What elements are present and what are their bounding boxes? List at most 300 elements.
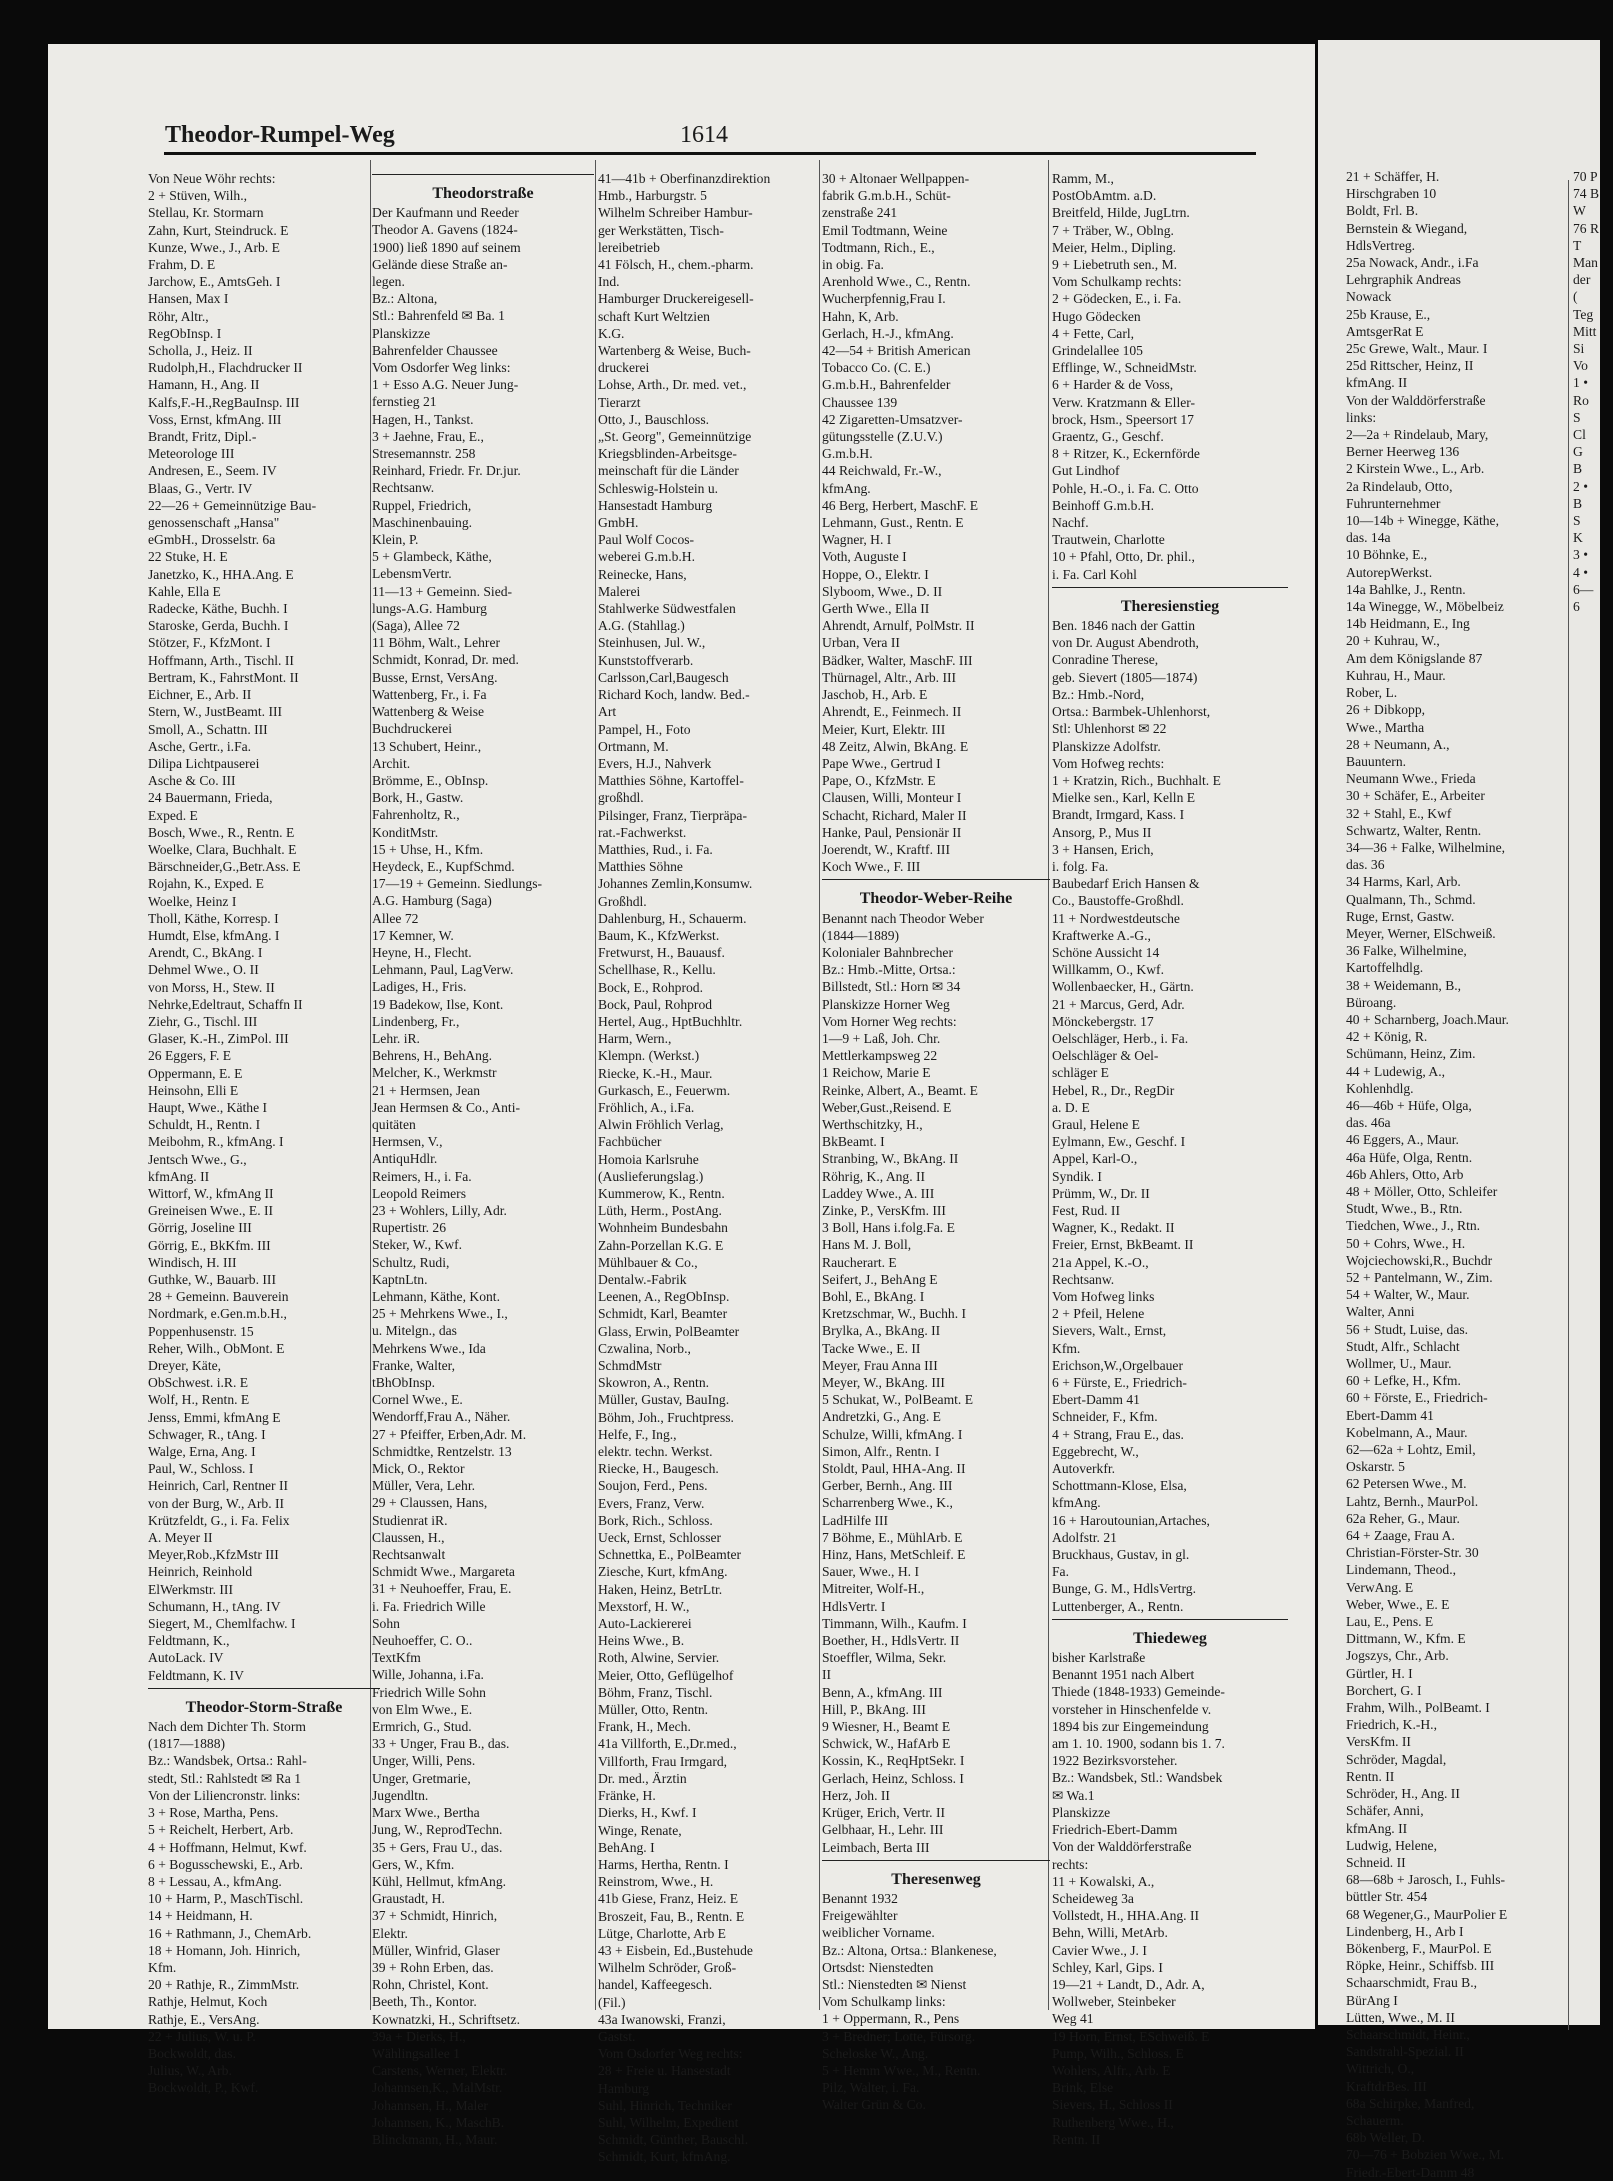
directory-entry: Reimers, H., i. Fa. [372,1168,472,1184]
directory-entry: Wucherpfennig,Frau I. [822,291,946,307]
directory-entry: Vollstedt, H., HHA.Ang. II [1052,1908,1200,1924]
directory-entry: Neuhoeffer, C. O.. [372,1633,473,1649]
directory-entry: Krüger, Erich, Vertr. II [822,1805,946,1821]
directory-entry: Dilipa Lichtpauserei [148,755,260,771]
directory-entry: von Morss, H., Stew. II [148,979,275,995]
directory-entry: Friedrich-Ebert-Damm [1052,1822,1178,1838]
directory-entry: Müller, Otto, Rentn. [598,1702,709,1718]
directory-entry: 17 Kemner, W. [372,927,454,943]
directory-entry: Zinke, P., VersKfm. III [822,1202,946,1218]
directory-entry: Scholla, J., Heiz. II [148,343,253,359]
directory-entry: 9 Wiesner, H., Beamt E [822,1719,951,1735]
section-rule [372,174,594,175]
directory-entry: BkBeamt. I [822,1134,885,1150]
directory-entry: vorsteher in Hinschenfelde v. [1052,1701,1212,1717]
directory-entry: 70 P [1573,169,1598,184]
directory-entry: Ladiges, H., Fris. [372,979,467,995]
directory-entry: Stl.: Bahrenfeld ✉ Ba. 1 [372,308,505,324]
directory-entry: Stern, W., JustBeamt. III [148,704,283,720]
directory-entry: geb. Sievert (1805—1874) [1052,669,1198,685]
directory-entry: 14 + Heidmann, H. [148,1908,253,1924]
directory-entry: (1844—1889) [822,927,900,943]
directory-entry: Timmann, Wilh., Kaufm. I [822,1615,967,1631]
directory-entry: Wollweber, Steinbeker [1052,1994,1176,2010]
directory-entry: 3 • [1573,547,1588,563]
directory-entry: Gelände diese Straße an- [372,256,508,272]
directory-entry: Nordmark, e.Gen.m.b.H., [148,1306,287,1322]
directory-column-3 [598,170,820,2165]
directory-entry: Nowack [1346,289,1392,305]
directory-entry: KonditMstr. [372,824,439,840]
directory-entry: Scheloske W., Ang. [822,2045,929,2061]
directory-entry: Friedrich, K.-H., [1346,1717,1437,1733]
directory-entry: Görrig, E., BkKfm. III [148,1237,271,1253]
directory-entry: Rechtsanw. [372,480,435,496]
directory-entry: Mielke sen., Karl, Kelln E [1052,790,1196,806]
directory-entry: Schuldt, H., Rentn. I [148,1117,261,1133]
directory-entry: Bockwoldt, das. [148,2045,236,2061]
directory-entry: Müller, Gustav, BauIng. [598,1392,730,1408]
directory-entry: Lohse, Arth., Dr. med. vet., [598,377,747,393]
directory-entry: Malerei [598,583,641,599]
directory-entry: Gut Lindhof [1052,463,1120,479]
directory-entry: Oelschläger, Herb., i. Fa. [1052,1030,1189,1046]
directory-entry: ( [1573,289,1578,305]
directory-entry: 2 • [1573,478,1588,494]
directory-entry: Sievers, Walt., Ernst, [1052,1323,1167,1339]
directory-entry: 30 + Altonaer Wellpappen- [822,171,970,186]
directory-entry: Simon, Alfr., Rentn. I [822,1443,940,1459]
directory-entry: 46a Hüfe, Olga, Rentn. [1346,1149,1473,1165]
directory-entry: Baubedarf Erich Hansen & [1052,876,1200,892]
directory-entry: Skowron, A., Rentn. [598,1375,710,1391]
directory-entry: Auto-Lackiererei [598,1616,692,1632]
directory-entry: Hugo Gödecken [1052,308,1141,324]
directory-entry: Bahrenfelder Chaussee [372,342,498,358]
directory-entry: Freier, Ernst, BkBeamt. II [1052,1237,1194,1253]
directory-entry: Graustadt, H. [372,1891,445,1907]
directory-entry: Brink, Else [1052,2080,1114,2096]
directory-entry: büttler Str. 454 [1346,1889,1428,1905]
directory-entry: Jarchow, E., AmtsGeh. I [148,274,281,290]
directory-entry: 4 + Fette, Carl, [1052,325,1135,341]
directory-entry: S [1573,409,1581,425]
directory-entry: Rudolph,H., Flachdrucker II [148,360,303,376]
directory-entry: Bädker, Walter, MaschF. III [822,652,973,668]
directory-entry: Stl.: Nienstedten ✉ Nienst [822,1976,967,1992]
street-title: Theresenweg [891,1870,981,1888]
directory-entry: gütungsstelle (Z.U.V.) [822,429,943,445]
directory-entry: Schnettka, E., PolBeamter [598,1547,742,1563]
directory-entry: Feldtmann, K., [148,1633,230,1649]
directory-entry: Glass, Erwin, PolBeamter [598,1323,740,1339]
directory-entry: 32 + Stahl, E., Kwf [1346,805,1452,821]
directory-entry: Graul, Helene E [1052,1116,1140,1132]
directory-entry: Hanke, Paul, Pensionär II [822,824,962,840]
directory-entry: Boldt, Frl. B. [1346,203,1419,219]
directory-entry: eGmbH., Drosselstr. 6a [148,532,276,548]
directory-entry: i. Fa. Friedrich Wille [372,1598,486,1614]
directory-entry: lereibetrieb [598,239,660,255]
directory-entry: links: [1346,409,1377,425]
directory-entry: Vom Schulkamp links: [822,1994,946,2010]
directory-entry: Planskizze Adolfstr. [1052,738,1161,754]
directory-entry: meinschaft für die Länder [598,463,739,479]
directory-entry: Weber,Gust.,Reisend. E [822,1099,952,1115]
directory-entry: AutoLack. IV [148,1650,224,1666]
directory-entry: Reinstrom, Wwe., H. [598,1874,714,1890]
directory-entry: 26 Eggers, F. E [148,1048,232,1064]
directory-entry: Werthschitzky, H., [822,1116,923,1132]
directory-entry: Theodor A. Gavens (1824- [372,222,518,238]
directory-entry: Stranbing, W., BkAng. II [822,1151,959,1167]
directory-entry: 14a Winegge, W., Möbelbeiz [1346,599,1504,615]
directory-entry: Bz.: Wandsbek, Stl.: Wandsbek [1052,1770,1223,1786]
directory-entry: Mühlbauer & Co., [598,1254,698,1270]
directory-column-2 [372,170,594,2147]
directory-entry: 2 Kirstein Wwe., L., Arb. [1346,461,1485,477]
directory-entry: 19 Badekow, Ilse, Kont. [372,996,504,1012]
directory-entry: Alwin Fröhlich Verlag, [598,1117,724,1133]
directory-entry: Feldtmann, K. IV [148,1667,244,1683]
directory-entry: Friedr.-Ebert-Damm 48 [1346,2164,1475,2180]
directory-entry: Planskizze Horner Weg [822,996,950,1012]
directory-entry: Dittmann, W., Kfm. E [1346,1631,1466,1647]
directory-entry: Cl [1573,427,1586,443]
directory-entry: Schaarschmidt, Heinr., [1346,2026,1470,2042]
directory-entry: Müller, Vera, Lehr. [372,1478,476,1494]
directory-entry: HdlsVertr. I [822,1598,886,1614]
directory-entry: 60 + Lefke, H., Kfm. [1346,1373,1461,1389]
directory-entry: Jenss, Emmi, kfmAng E [148,1409,281,1425]
directory-entry: 6— [1573,581,1594,597]
directory-entry: Der Kaufmann und Reeder [372,205,519,221]
directory-entry: Ziehr, G., Tischl. III [148,1013,258,1029]
directory-entry: Suhl, Wilhelm, Expedient [598,2114,739,2130]
directory-entry: 2 + Gödecken, E., i. Fa. [1052,291,1182,307]
directory-entry: W [1573,203,1586,219]
directory-entry: Von der Walddörferstraße [1346,392,1486,408]
directory-entry: Nehrke,Edeltraut, Schaffn II [148,996,303,1012]
directory-entry: Walter, Anni [1346,1304,1415,1320]
directory-entry: Kretzschmar, W., Buchh. I [822,1306,967,1322]
directory-entry: bisher Karlstraße [1052,1650,1146,1666]
directory-entry: Vom Hofweg rechts: [1052,755,1165,771]
directory-entry: Blaas, G., Vertr. IV [148,480,253,496]
directory-entry: großhdl. [598,790,644,806]
directory-entry: 22 Stuke, H. E [148,549,228,565]
directory-entry: Helfe, F., Ing., [598,1426,677,1442]
directory-entry: Efflinge, W., SchneidMstr. [1052,360,1197,376]
directory-entry: Hertel, Aug., HptBuchhltr. [598,1013,743,1029]
directory-entry: II [822,1667,832,1683]
directory-entry: Siegert, M., Chemlfachw. I [148,1616,296,1632]
directory-entry: ger Werkstätten, Tisch- [598,222,724,238]
directory-entry: Bohl, E., BkAng. I [822,1289,925,1304]
directory-entry: Raucherart. E [822,1254,897,1270]
directory-entry: Gurkasch, E., Feuerwm. [598,1082,731,1098]
directory-entry: Scheideweg 3a [1052,1890,1134,1906]
directory-entry: 10 Böhnke, E., [1346,547,1428,563]
directory-entry: Nachf. [1052,515,1089,531]
directory-entry: 21 + Schäffer, H. [1346,169,1440,184]
directory-entry: Nach dem Dichter Th. Storm [148,1719,306,1735]
directory-entry: Blinckmann, H., Maur. [372,2131,498,2147]
directory-entry: 17—19 + Gemeinn. Siedlungs- [372,876,543,892]
directory-entry: 52 + Pantelmann, W., Zim. [1346,1270,1493,1285]
directory-entry: 43a Iwanowski, Franzi, [598,2011,726,2027]
directory-entry: Willkamm, O., Kwf. [1052,962,1164,978]
directory-entry: von Elm Wwe., E. [372,1701,473,1717]
directory-column-5 [1052,170,1288,2147]
directory-entry: i. folg. Fa. [1052,858,1109,874]
directory-column-1 [148,170,380,2096]
directory-entry: Ludwig, Helene, [1346,1837,1437,1853]
directory-entry: 21a Appel, K.-O., [1052,1254,1149,1270]
directory-entry: Christian-Förster-Str. 30 [1346,1545,1479,1561]
directory-entry: 16 + Haroutounian,Artaches, [1052,1512,1210,1528]
directory-entry: Böhm, Joh., Fruchtpress. [598,1409,734,1425]
directory-entry: Hamburger Druckereigesell- [598,291,754,307]
directory-entry: Humdt, Else, kfmAng. I [148,927,280,943]
directory-entry: schaft Kurt Weltzien [598,308,710,324]
directory-entry: Allee 72 [372,910,419,926]
directory-entry: Voth, Auguste I [822,549,907,565]
directory-entry: ElWerkmstr. III [148,1581,233,1597]
directory-entry: „St. Georg", Gemeinnützige [598,429,752,445]
directory-entry: Ansorg, P., Mus II [1052,824,1152,840]
directory-entry: a. D. E [1052,1099,1090,1115]
directory-entry: Elektr. [372,1925,408,1941]
directory-entry: 8 + Ritzer, K., Eckernförde [1052,446,1200,462]
directory-entry: Rohn, Christel, Kont. [372,1977,489,1993]
directory-entry: Villforth, Frau Irmgard, [598,1753,728,1769]
directory-entry: 25 + Mehrkens Wwe., I., [372,1306,508,1322]
directory-entry: Kolonialer Bahnbrecher [822,944,953,960]
directory-entry: Brylka, A., BkAng. II [822,1323,941,1339]
directory-entry: Vom Osdorfer Weg rechts: [598,2046,743,2062]
directory-entry: Mexstorf, H. W., [598,1598,690,1614]
directory-entry: Matthies Söhne, Kartoffel- [598,773,744,789]
directory-entry: HdlsVertreg. [1346,237,1416,253]
directory-entry: Stl: Uhlenhorst ✉ 22 [1052,721,1167,737]
directory-entry: 68a Schirpke, Manfred, [1346,2095,1475,2111]
directory-entry: Müller, Winfrid, Glaser [372,1942,500,1958]
directory-entry: das. 14a [1346,530,1391,546]
directory-entry: Bauuntern. [1346,753,1407,769]
directory-entry: Schmidt Wwe., Margareta [372,1564,515,1580]
directory-entry: Kriegsblinden-Arbeitsge- [598,446,737,462]
directory-entry: Co., Baustoffe-Großhdl. [1052,893,1184,909]
directory-entry: Tiedchen, Wwe., J., Rtn. [1346,1218,1481,1234]
directory-entry: A.G. (Stahllag.) [598,618,685,634]
directory-entry: 27 + Pfeiffer, Erben,Adr. M. [372,1426,527,1442]
directory-entry: Dierks, H., Kwf. I [598,1805,697,1821]
directory-entry: Pilz, Walter, i. Fa. [822,2080,920,2096]
directory-entry: Man [1573,255,1598,271]
directory-entry: 5 + Glambeck, Käthe, [372,549,492,565]
running-head-street: Theodor-Rumpel-Weg [165,122,395,148]
directory-entry: Bz.: Hmb.-Nord, [1052,686,1145,702]
directory-entry: 25c Grewe, Walt., Maur. I [1346,341,1488,357]
directory-entry: Ruge, Ernst, Gastw. [1346,908,1455,924]
directory-entry: Lütten, Wwe., M. II [1346,2009,1455,2025]
section-rule [1052,587,1288,588]
directory-entry: Bz.: Wandsbek, Ortsa.: Rahl- [148,1753,307,1769]
directory-entry: Pump, Wilh., Schloss. E [1052,2045,1184,2061]
directory-entry: Fuhrunternehmer [1346,495,1441,511]
directory-entry: ObSchwest. i.R. E [148,1375,249,1391]
directory-entry: Wolf, H., Rentn. E [148,1392,250,1408]
directory-entry: Kohlenhdlg. [1346,1080,1414,1096]
directory-entry: Großhdl. [598,893,647,909]
directory-entry: Ramm, M., [1052,171,1114,186]
directory-entry: AmtsgerRat E [1346,323,1424,339]
directory-entry: Melcher, K., Werkmstr [372,1065,497,1081]
directory-entry: 30 + Schäfer, E., Arbeiter [1346,788,1485,804]
directory-entry: Riecke, H., Baugesch. [598,1461,719,1477]
directory-entry: Schröder, Magdal, [1346,1751,1447,1767]
directory-entry: Si [1573,341,1585,357]
directory-entry: Dentalw.-Fabrik [598,1272,687,1287]
directory-entry: Kraftwerke A.-G., [1052,927,1151,943]
directory-entry: Schumann, H., tAng. IV [148,1598,281,1614]
directory-entry: 62 Petersen Wwe., M. [1346,1476,1467,1492]
directory-entry: kfmAng. II [1346,1820,1408,1836]
directory-entry: Gürtler, H. I [1346,1665,1413,1681]
directory-entry: Benannt 1951 nach Albert [1052,1667,1195,1683]
directory-entry: Bruckhaus, Gustav, in gl. [1052,1547,1190,1563]
directory-entry: Herz, Joh. II [822,1787,890,1803]
directory-entry: Breitfeld, Hilde, JugLtrn. [1052,205,1190,221]
directory-entry: Meier, Kurt, Elektr. III [822,721,946,737]
directory-entry: Steker, W., Kwf. [372,1237,463,1253]
directory-entry: Leopold Reimers [372,1185,467,1201]
directory-entry: Paul, W., Schloss. I [148,1461,254,1477]
directory-entry: 38 + Weidemann, B., [1346,977,1462,993]
directory-entry: Vom Horner Weg rechts: [822,1013,957,1029]
directory-entry: 42 + König, R. [1346,1029,1428,1045]
directory-entry: Grindelallee 105 [1052,343,1143,359]
directory-entry: Dreyer, Käte, [148,1358,222,1374]
directory-entry: Mehrkens Wwe., Ida [372,1340,486,1356]
directory-entry: Heydeck, E., KupfSchmd. [372,858,515,874]
directory-entry: Vom Hofweg links [1052,1289,1155,1304]
directory-entry: Paul Wolf Cocos- [598,532,695,548]
directory-entry: Voss, Ernst, kfmAng. III [148,411,282,427]
directory-entry: Hinz, Hans, MetSchleif. E [822,1547,966,1563]
directory-entry: Walge, Erna, Ang. I [148,1444,256,1460]
directory-entry: 43 + Eisbein, Ed.,Bustehude [598,1942,753,1958]
directory-entry: Janetzko, K., HHA.Ang. E [148,566,294,582]
directory-entry: 36 Falke, Wilhelmine, [1346,943,1467,959]
directory-entry: Eichner, E., Arb. II [148,687,252,703]
directory-entry: Wilhelm Schreiber Hambur- [598,205,753,221]
directory-entry: Luttenberger, A., Rentn. [1052,1598,1184,1614]
directory-entry: Tobacco Co. (C. E.) [822,360,931,376]
directory-entry: Kühl, Hellmut, kfmAng. [372,1873,507,1889]
directory-entry: 1 Reichow, Marie E [822,1065,931,1081]
directory-entry: Stresemannstr. 258 [372,446,476,462]
directory-entry: B [1573,461,1583,477]
directory-entry: 9 + Liebetruth sen., M. [1052,257,1178,273]
directory-entry: Pilsinger, Franz, Tierpräpa- [598,807,747,823]
directory-entry: 19—21 + Landt, D., Adr. A, [1052,1976,1205,1992]
directory-entry: 6 + Harder & de Voss, [1052,377,1174,393]
directory-entry: 1 + Kratzin, Rich., Buchhalt. E [1052,772,1221,788]
directory-entry: Carlsson,Carl,Baugesch [598,669,729,685]
directory-entry: Fahrenholtz, R., [372,807,460,823]
directory-entry: 25a Nowack, Andr., i.Fa [1346,255,1479,271]
directory-entry: 41—41b + Oberfinanzdirektion [598,171,771,186]
directory-entry: von der Burg, W., Arb. II [148,1495,285,1511]
directory-entry: Richard Koch, landw. Bed.- [598,687,750,703]
directory-entry: 2 + Pfeil, Helene [1052,1306,1145,1322]
directory-entry: tBhObInsp. [372,1375,436,1391]
directory-entry: Planskizze [372,325,431,341]
directory-entry: 46 Eggers, A., Maur. [1346,1132,1459,1148]
directory-entry: 3 + Hansen, Erich, [1052,841,1154,857]
directory-entry: 28 + Freie u. Hansestadt [598,2063,731,2079]
directory-entry: Ben. 1846 nach der Gattin [1052,618,1196,634]
directory-entry: 11 + Kowalski, A., [1052,1873,1155,1889]
directory-entry: Benannt 1932 [822,1890,898,1906]
directory-entry: Wartenberg & Weise, Buch- [598,343,751,359]
directory-entry: Tierarzt [598,394,641,410]
directory-entry: i. Fa. Carl Kohl [1052,566,1137,582]
directory-entry: Wattenberg, Fr., i. Fa [372,686,487,702]
directory-entry: Eylmann, Ew., Geschf. I [1052,1134,1186,1150]
directory-entry: Meteorologe III [148,446,235,462]
directory-entry: Matthies, Rud., i. Fa. [598,841,713,857]
directory-entry: Ahrendt, E., Feinmech. II [822,704,962,720]
directory-entry: Harms, Hertha, Rentn. I [598,1856,729,1872]
directory-entry: VerwAng. E [1346,1579,1414,1595]
directory-entry: 39 + Rohn Erben, das. [372,1959,494,1975]
directory-entry: Seifert, J., BehAng E [822,1271,938,1287]
directory-entry: Schmidtke, Rentzelstr. 13 [372,1443,512,1459]
directory-entry: Windisch, H. III [148,1254,237,1270]
directory-entry: Poppenhusenstr. 15 [148,1323,254,1339]
directory-entry: BürAng I [1346,1992,1398,2008]
directory-entry: Evers, Franz, Verw. [598,1495,705,1511]
directory-entry: Riecke, K.-H., Maur. [598,1065,713,1081]
section-rule [822,879,1050,880]
directory-entry: Schneider, F., Kfm. [1052,1409,1158,1425]
directory-entry: Mick, O., Rektor [372,1461,465,1477]
directory-entry: Ortmann, M. [598,738,669,754]
directory-entry: Thiede (1848-1933) Gemeinde- [1052,1684,1225,1700]
directory-entry: Emil Todtmann, Weine [822,222,948,238]
directory-entry: Bork, Rich., Schloss. [598,1512,713,1528]
directory-entry: kfmAng. [822,480,871,496]
directory-entry: 19 Horn, Ernst, ESchweiß. E [1052,2028,1210,2044]
directory-entry: Schultz, Rudi, [372,1254,450,1270]
directory-entry: Studt, Wwe., B., Rtn. [1346,1201,1463,1217]
directory-entry: Vo [1573,358,1588,374]
directory-entry: Kfm. [1052,1340,1081,1356]
directory-entry: 1 + Oppermann, R., Pens [822,2011,960,2027]
directory-entry: (Fil.) [598,1994,626,2010]
directory-entry: Hoffmann, Arth., Tischl. II [148,652,294,668]
directory-entry: Wittorf, W., kfmAng II [148,1185,274,1201]
directory-entry: Jugendltn. [372,1787,429,1803]
directory-entry: 44 + Ludewig, A., [1346,1063,1446,1079]
directory-entry: Leimbach, Berta III [822,1839,930,1855]
directory-entry: Winge, Renate, [598,1822,682,1838]
directory-entry: SchmdMstr [598,1358,662,1374]
directory-entry: Rober, L. [1346,685,1398,701]
